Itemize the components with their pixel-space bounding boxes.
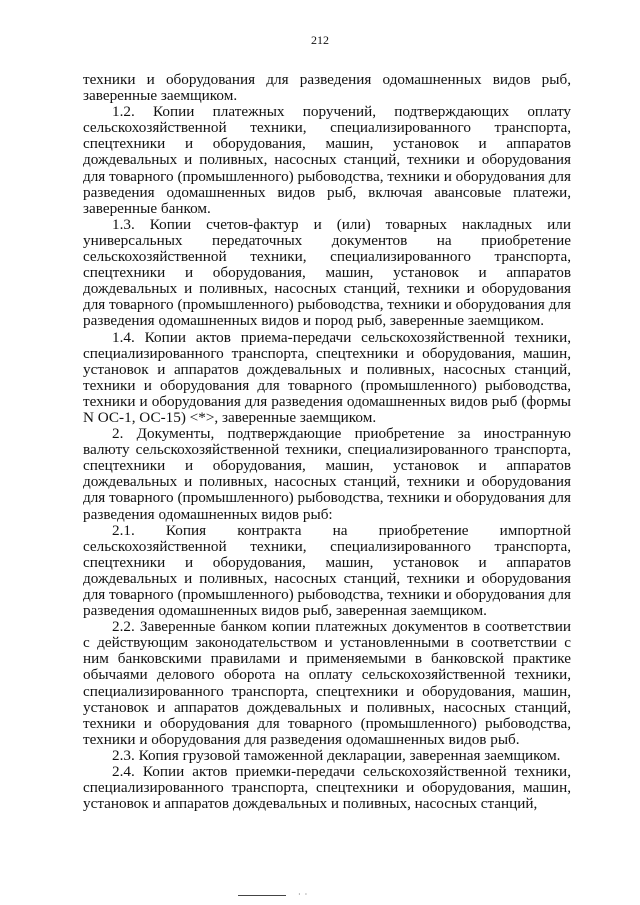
page-number: 212 [311,33,329,47]
paragraph-2-4: 2.4. Копии актов приемки-передачи сельскохозяйственной техники, специализированного транспорта, спецтехники и оборудования, машин, установок и аппаратов дождевальных и поливных, насосных станций, [83,763,571,813]
footer-mark [238,890,308,899]
paragraph-continuation: техники и оборудования для разведения одомашненных видов рыб, заверенные заемщиком. [83,71,571,105]
paragraph-1-3: 1.3. Копии счетов-фактур и (или) товарных накладных или универсальных передаточных документов на приобретение сельскохозяйственной техники, специализированного транспорта, спецтехники и оборудования, машин, установок и аппаратов дождевальных и поливных, насосных станций, техники и оборудования для товарного (промышленного) рыбоводства, техники и оборудования для разведения одомашненных видов и пород рыб, заверенные заемщиком. [83,215,571,330]
document-body [83,72,571,812]
paragraph-2-2: 2.2. Заверенные банком копии платежных документов в соответствии с действующим законодательством и установленными в соответствии с ним банковскими правилами и применяемыми в банковской практике обычаями делового оборота на оплату сельскохозяйственной техники, специализированного транспорта, спецтехники и оборудования, машин, установок и аппаратов дождевальных и поливных, насосных станций, техники и оборудования для товарного (промышленного) рыбоводства, техники и оборудования для разведения одомашненных видов рыб. [83,618,571,748]
paragraph-2-1: 2.1. Копия контракта на приобретение импортной сельскохозяйственной техники, специализированного транспорта, спецтехники и оборудования, машин, установок и аппаратов дождевальных и поливных, насосных станций, техники и оборудования для товарного (промышленного) рыбоводства, техники и оборудования для разведения одомашненных видов рыб, заверенная заемщиком. [83,521,571,620]
footer-divider [238,895,286,896]
paragraph-1-4: 1.4. Копии актов приема-передачи сельскохозяйственной техники, специализированного транспорта, спецтехники и оборудования, машин, установок и аппаратов дождевальных и поливных, насосных станций, техники и оборудования для товарного (промышленного) рыбоводства, техники и оборудования для разведения одомашненных видов рыб (формы N ОС-1, ОС-15) <*>, заверенные заемщиком. [83,328,571,426]
paragraph-2: 2. Документы, подтверждающие приобретение за иностранную валюту сельскохозяйственной техники, специализированного транспорта, спецтехники и оборудования, машин, установок и аппаратов дождевальных и поливных, насосных станций, техники и оборудования для товарного (промышленного) рыбоводства, техники и оборудования для разведения одомашненных видов рыб: [83,425,571,523]
paragraph-2-3: 2.3. Копия грузовой таможенной декларации, заверенная заемщиком. [112,746,561,764]
paragraph-1-2: 1.2. Копии платежных поручений, подтверждающих оплату сельскохозяйственной техники, специализированного транспорта, спецтехники и оборудования, машин, установок и аппаратов дождевальных и поливных, насосных станций, техники и оборудования для товарного (промышленного) рыбоводства, техники и оборудования для разведения одомашненных видов рыб, включая авансовые платежи, заверенные банком. [83,103,571,217]
footer-mark-text: · · [298,890,309,899]
